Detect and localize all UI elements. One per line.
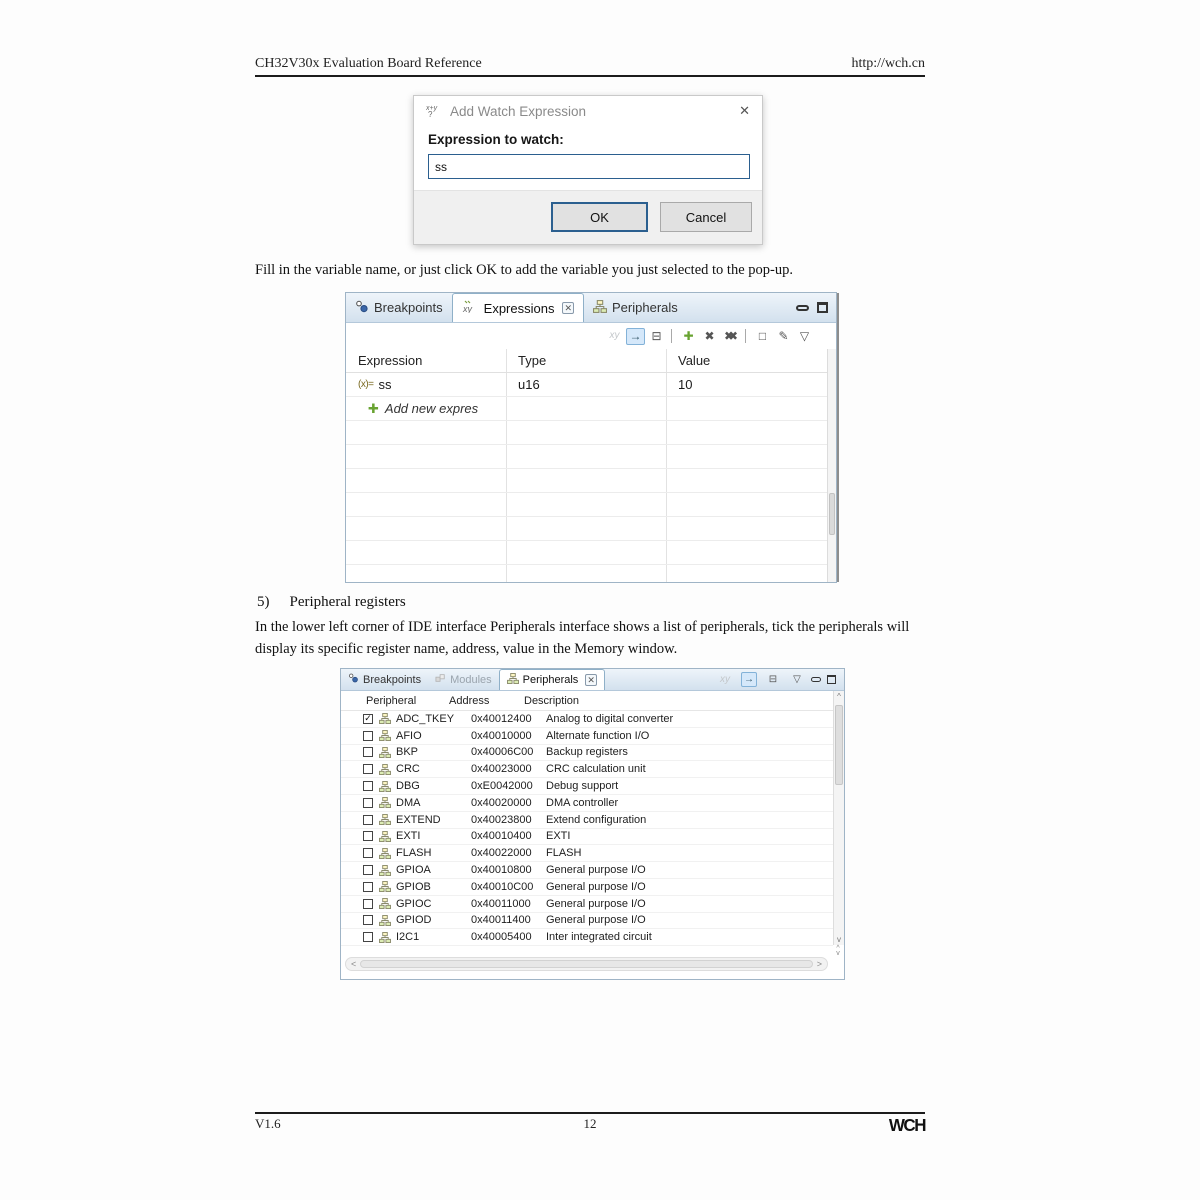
peripheral-checkbox[interactable] <box>363 815 373 825</box>
tab-label: Expressions <box>483 300 555 316</box>
vertical-scrollbar[interactable] <box>833 691 844 945</box>
tab-peripherals[interactable] <box>499 669 605 690</box>
footer-page-number: 12 <box>583 1116 597 1131</box>
svg-text:?: ? <box>428 109 433 117</box>
peripheral-icon <box>379 713 391 724</box>
table-row[interactable] <box>341 761 833 778</box>
expressions-panel <box>345 292 837 583</box>
peripheral-name: GPIOA <box>396 864 431 877</box>
peripheral-checkbox[interactable] <box>363 764 373 774</box>
peripheral-address: 0x40010400 <box>471 830 532 843</box>
peripheral-description: CRC calculation unit <box>546 763 646 776</box>
column-header-expression: Expression <box>358 353 423 368</box>
peripheral-address: 0x40005400 <box>471 931 532 944</box>
footer-version: V1.6 <box>255 1116 281 1131</box>
paragraph-peripherals: In the lower left corner of IDE interface Peripherals interface shows a list of peripherals, tick the peripherals will display its specific register name, address, value in the Memory window. <box>255 619 910 657</box>
scroll-left-icon[interactable]: < <box>351 959 357 969</box>
add-watch-expression-dialog <box>413 95 763 245</box>
peripheral-icon <box>379 797 391 808</box>
peripheral-description: General purpose I/O <box>546 897 646 910</box>
section-number: 5) <box>257 594 270 610</box>
tab-label: Peripherals <box>612 300 678 315</box>
scroll-down-icon[interactable]: v <box>837 935 841 944</box>
peripheral-address: 0x40010C00 <box>471 880 534 893</box>
expression-to-watch-label: Expression to watch: <box>428 132 564 147</box>
variable-icon: (x)= <box>358 379 374 390</box>
peripheral-address: 0x40010800 <box>471 864 532 877</box>
scrollbar-corner: ^ v <box>836 945 840 957</box>
dialog-titlebar <box>414 96 762 126</box>
column-header-peripheral: Peripheral <box>366 694 417 707</box>
peripheral-description: FLASH <box>546 847 582 860</box>
peripheral-name: AFIO <box>396 729 422 742</box>
peripheral-name: EXTEND <box>396 813 441 826</box>
collapse-all-icon[interactable]: ⊟ <box>651 329 662 343</box>
peripherals-table <box>341 711 833 947</box>
peripheral-address: 0x40011000 <box>471 897 531 910</box>
peripheral-checkbox[interactable] <box>363 798 373 808</box>
scrollbar-thumb[interactable] <box>829 493 835 535</box>
peripherals-panel <box>340 668 845 980</box>
peripheral-checkbox[interactable] <box>363 731 373 741</box>
add-new-expression-label: Add new expres <box>384 401 479 416</box>
table-row[interactable] <box>341 862 833 879</box>
minimize-icon[interactable] <box>796 305 809 311</box>
panel-window-buttons <box>796 293 836 322</box>
peripheral-icon <box>379 932 391 943</box>
peripheral-icon <box>379 814 391 825</box>
expression-name: ss <box>378 377 392 392</box>
svg-text:xy: xy <box>462 304 472 313</box>
peripheral-icon <box>379 848 391 859</box>
column-header-value: Value <box>678 353 711 368</box>
peripheral-checkbox[interactable] <box>363 747 373 757</box>
peripheral-icon <box>379 898 391 909</box>
breakpoints-icon <box>348 673 359 686</box>
horizontal-scrollbar[interactable] <box>345 957 828 971</box>
tab-close-icon[interactable]: ✕ <box>587 675 595 685</box>
expression-value: 10 <box>678 377 693 392</box>
peripherals-icon <box>593 300 607 316</box>
table-row[interactable] <box>341 728 833 745</box>
empty-row <box>346 493 827 517</box>
show-logical-structure-icon[interactable]: → <box>741 672 757 687</box>
tab-label: Breakpoints <box>363 673 422 686</box>
peripheral-icon <box>379 730 391 741</box>
table-row[interactable] <box>341 913 833 930</box>
svg-text:x+y: x+y <box>426 104 438 112</box>
peripheral-address: 0x40022000 <box>471 847 532 860</box>
scroll-up-icon[interactable]: ^ <box>837 692 841 701</box>
peripheral-address: 0x40020000 <box>471 796 532 809</box>
tab-label: Breakpoints <box>374 300 443 315</box>
peripheral-address: 0x40006C00 <box>471 746 534 759</box>
peripheral-description: General purpose I/O <box>546 880 646 893</box>
show-type-names-icon[interactable]: xy <box>720 673 730 685</box>
peripheral-name: ADC_TKEY <box>396 712 455 725</box>
tab-label: Peripherals <box>522 674 579 686</box>
expressions-tabbar <box>346 293 836 323</box>
expression-type: u16 <box>518 377 540 392</box>
expression-input[interactable] <box>428 154 750 179</box>
peripheral-description: General purpose I/O <box>546 864 646 877</box>
peripheral-icon <box>379 865 391 876</box>
table-row[interactable] <box>341 778 833 795</box>
peripheral-description: EXTI <box>546 830 571 843</box>
remove-all-expressions-icon[interactable]: ✖✖ <box>723 329 733 343</box>
edit-watch-expression-icon[interactable]: ✎ <box>778 329 789 343</box>
show-type-names-icon[interactable]: xy <box>609 330 620 341</box>
tab-close-icon[interactable]: ✕ <box>564 303 573 313</box>
header-url: http://wch.cn <box>851 56 925 71</box>
table-row[interactable] <box>341 745 833 762</box>
empty-row <box>346 469 827 493</box>
maximize-icon[interactable] <box>827 675 836 684</box>
scroll-right-icon[interactable]: > <box>816 959 822 969</box>
peripheral-name: FLASH <box>396 847 432 860</box>
ok-button[interactable]: OK <box>551 202 648 232</box>
peripheral-description: DMA controller <box>546 796 619 809</box>
dialog-footer <box>414 190 762 244</box>
tab-expressions[interactable] <box>452 293 584 322</box>
expressions-table <box>346 349 827 582</box>
peripheral-checkbox[interactable] <box>363 831 373 841</box>
peripheral-checkbox[interactable] <box>363 781 373 791</box>
peripheral-name: GPIOC <box>396 897 432 910</box>
peripheral-description: Debug support <box>546 780 619 793</box>
close-icon[interactable]: ✕ <box>739 103 750 118</box>
page-footer <box>255 1116 925 1136</box>
tab-breakpoints[interactable] <box>341 669 428 690</box>
table-row[interactable] <box>341 711 833 728</box>
add-icon: ✚ <box>368 400 379 416</box>
peripheral-name: GPIOB <box>396 880 431 893</box>
peripheral-checkbox[interactable] <box>363 865 373 875</box>
peripheral-description: Inter integrated circuit <box>546 931 652 944</box>
peripheral-description: General purpose I/O <box>546 914 646 927</box>
peripheral-address: 0xE0042000 <box>471 780 533 793</box>
peripheral-icon <box>379 881 391 892</box>
panel-window-buttons <box>715 669 844 690</box>
add-new-expression-row[interactable] <box>346 397 827 421</box>
peripheral-name: CRC <box>396 763 420 776</box>
expressions-icon <box>462 300 479 316</box>
peripheral-name: DBG <box>396 780 420 793</box>
breakpoints-icon <box>355 300 369 316</box>
paragraph-fill-variable: Fill in the variable name, or just click OK to add the variable you just selected to the pop-up. <box>255 262 793 278</box>
peripheral-name: EXTI <box>396 830 421 843</box>
peripheral-name: DMA <box>396 796 421 809</box>
peripheral-icon <box>379 764 391 775</box>
peripheral-description: Backup registers <box>546 746 628 759</box>
new-watch-icon[interactable]: □ <box>758 329 767 343</box>
wch-logo: WCH <box>888 1115 925 1136</box>
remove-expression-icon[interactable]: ✖ <box>704 329 715 343</box>
peripheral-address: 0x40010000 <box>471 729 532 742</box>
vertical-scrollbar[interactable] <box>827 349 836 582</box>
peripheral-name: I2C1 <box>396 931 420 944</box>
toolbar-separator <box>745 329 746 343</box>
peripheral-name: BKP <box>396 746 419 759</box>
collapse-all-icon[interactable]: ⊟ <box>768 673 778 685</box>
peripherals-tabbar <box>341 669 844 691</box>
dialog-title: Add Watch Expression <box>450 103 587 119</box>
peripheral-checkbox[interactable] <box>363 848 373 858</box>
expressions-toolbar <box>346 323 836 349</box>
column-header-type: Type <box>518 353 547 368</box>
toolbar-separator <box>671 329 672 343</box>
peripheral-checkbox[interactable] <box>363 714 373 724</box>
table-row[interactable] <box>341 845 833 862</box>
table-row[interactable] <box>341 829 833 846</box>
expressions-table-header <box>346 349 827 373</box>
peripheral-name: GPIOD <box>396 914 432 927</box>
peripheral-checkbox[interactable] <box>363 915 373 925</box>
expression-row[interactable] <box>346 373 827 397</box>
scrollbar-thumb[interactable] <box>360 960 812 968</box>
modules-icon <box>435 673 446 686</box>
tab-peripherals[interactable] <box>584 293 687 322</box>
empty-row <box>346 565 827 582</box>
peripheral-icon <box>379 747 391 758</box>
peripheral-address: 0x40011400 <box>471 914 531 927</box>
empty-row <box>346 421 827 445</box>
peripherals-icon <box>507 673 519 687</box>
peripheral-checkbox[interactable] <box>363 899 373 909</box>
peripherals-table-header <box>341 691 833 711</box>
table-row[interactable] <box>341 879 833 896</box>
show-logical-structure-icon[interactable]: → <box>626 328 645 345</box>
table-row[interactable] <box>341 896 833 913</box>
table-row[interactable] <box>341 929 833 946</box>
peripheral-description: Analog to digital converter <box>546 712 674 725</box>
peripheral-address: 0x40012400 <box>471 712 532 725</box>
peripheral-address: 0x40023800 <box>471 813 532 826</box>
section-title: Peripheral registers <box>289 594 406 610</box>
empty-row <box>346 541 827 565</box>
view-menu-icon[interactable]: ▽ <box>799 329 810 343</box>
header-title: CH32V30x Evaluation Board Reference <box>255 56 482 71</box>
cancel-button[interactable]: Cancel <box>660 202 752 232</box>
footer-rule <box>255 1112 925 1114</box>
panel-edge <box>837 293 839 582</box>
peripheral-address: 0x40023000 <box>471 763 532 776</box>
column-header-address: Address <box>449 694 490 707</box>
peripheral-icon <box>379 781 391 792</box>
peripheral-icon <box>379 915 391 926</box>
view-menu-icon[interactable]: ▽ <box>793 673 801 685</box>
peripheral-checkbox[interactable] <box>363 932 373 942</box>
page-header <box>255 55 925 77</box>
peripheral-icon <box>379 831 391 842</box>
peripheral-description: Extend configuration <box>546 813 647 826</box>
peripheral-checkbox[interactable] <box>363 882 373 892</box>
tab-label: Modules <box>450 673 492 686</box>
tab-modules[interactable] <box>428 669 499 690</box>
table-row[interactable] <box>341 795 833 812</box>
column-header-description: Description <box>524 694 580 707</box>
scrollbar-thumb[interactable] <box>835 705 843 785</box>
section-heading <box>257 594 406 611</box>
empty-row <box>346 445 827 469</box>
maximize-icon[interactable] <box>817 302 828 313</box>
table-row[interactable] <box>341 812 833 829</box>
peripheral-description: Alternate function I/O <box>546 729 650 742</box>
watch-expression-icon <box>426 103 443 120</box>
add-expression-icon[interactable]: ✚ <box>683 329 694 343</box>
tab-breakpoints[interactable] <box>346 293 452 322</box>
minimize-icon[interactable] <box>811 677 821 682</box>
empty-row <box>346 517 827 541</box>
